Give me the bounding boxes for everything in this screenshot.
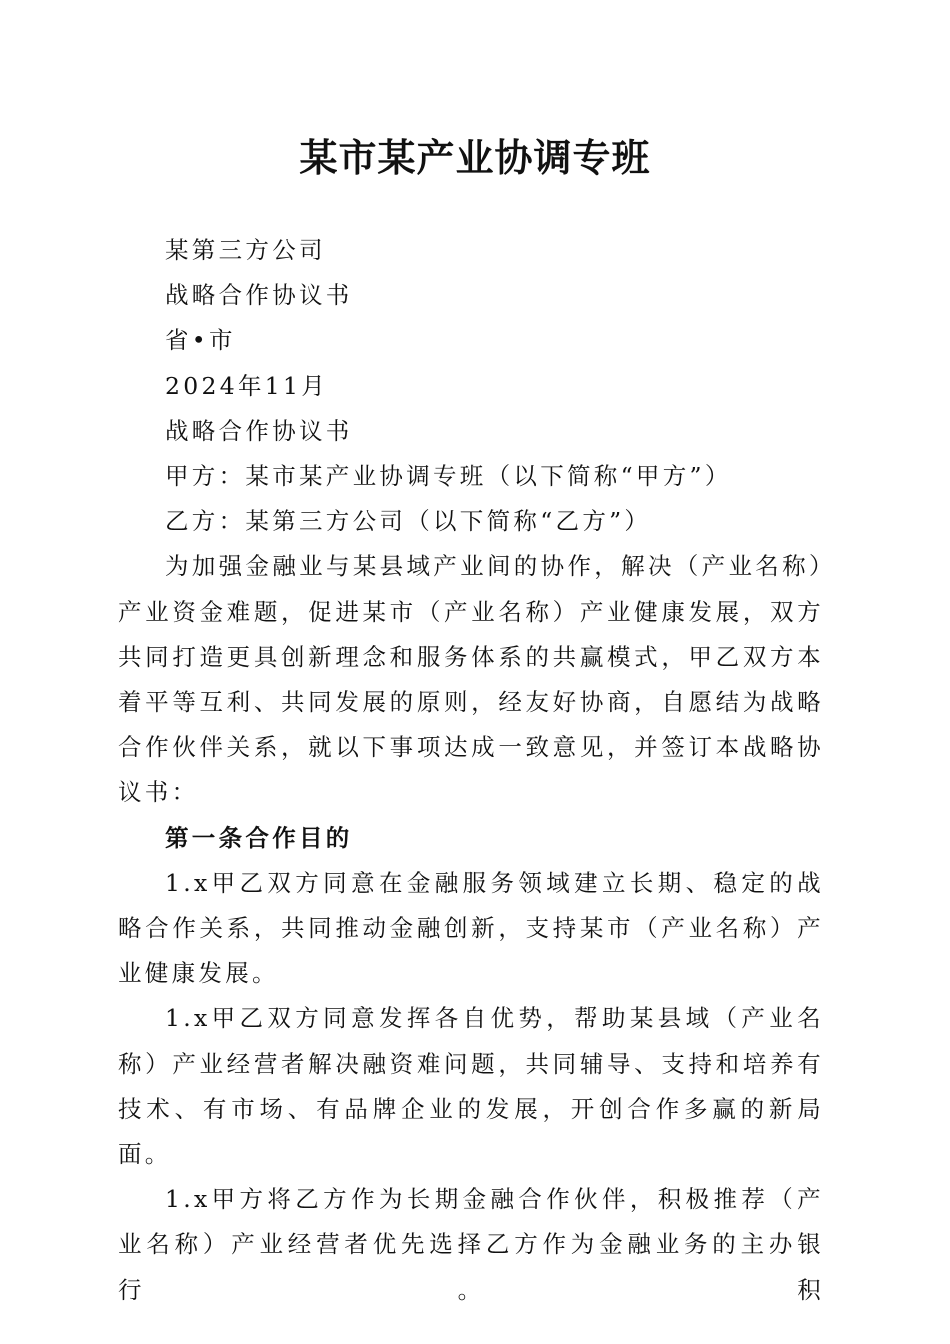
article-1-item: 1.x甲乙双方同意在金融服务领域建立长期、稳定的战略合作关系，共同推动金融创新，支持某市（产业名称）产业健康发展。 <box>118 868 824 988</box>
cover-location: 省•市 <box>165 326 236 355</box>
cover-doc-type: 战略合作协议书 <box>165 281 353 310</box>
cover-party-b: 某第三方公司 <box>165 236 326 264</box>
party-b-line: 乙方：某第三方公司（以下简称“乙方”） <box>165 507 652 536</box>
document-title: 某市某产业协调专班 <box>299 135 651 180</box>
cover-date: 2024年11月 <box>165 371 329 400</box>
agreement-heading: 战略合作协议书 <box>165 416 353 445</box>
preamble-paragraph: 为加强金融业与某县域产业间的协作，解决（产业名称）产业资金难题，促进某市（产业名称）产业健康发展，双方共同打造更具创新理念和服务体系的共赢模式，甲乙双方本着平等互利、共同发展的原则，经友好协商，自愿结为战略合作伙伴关系，就以下事项达成一致意见，并签订本战略协议书： <box>118 552 824 807</box>
article-1-item: 1.x甲方将乙方作为长期金融合作伙伴，积极推荐（产业名称）产业经营者优先选择乙方作为金融业务的主办银行。积 <box>118 1185 824 1304</box>
document-body <box>118 228 824 1313</box>
article-1-item: 1.x甲乙双方同意发挥各自优势，帮助某县域（产业名称）产业经营者解决融资难问题，共同辅导、支持和培养有技术、有市场、有品牌企业的发展，开创合作多赢的新局面。 <box>118 1004 824 1169</box>
article-1-title: 第一条合作目的 <box>165 823 353 852</box>
party-a-line: 甲方：某市某产业协调专班（以下简称“甲方”） <box>165 462 732 491</box>
